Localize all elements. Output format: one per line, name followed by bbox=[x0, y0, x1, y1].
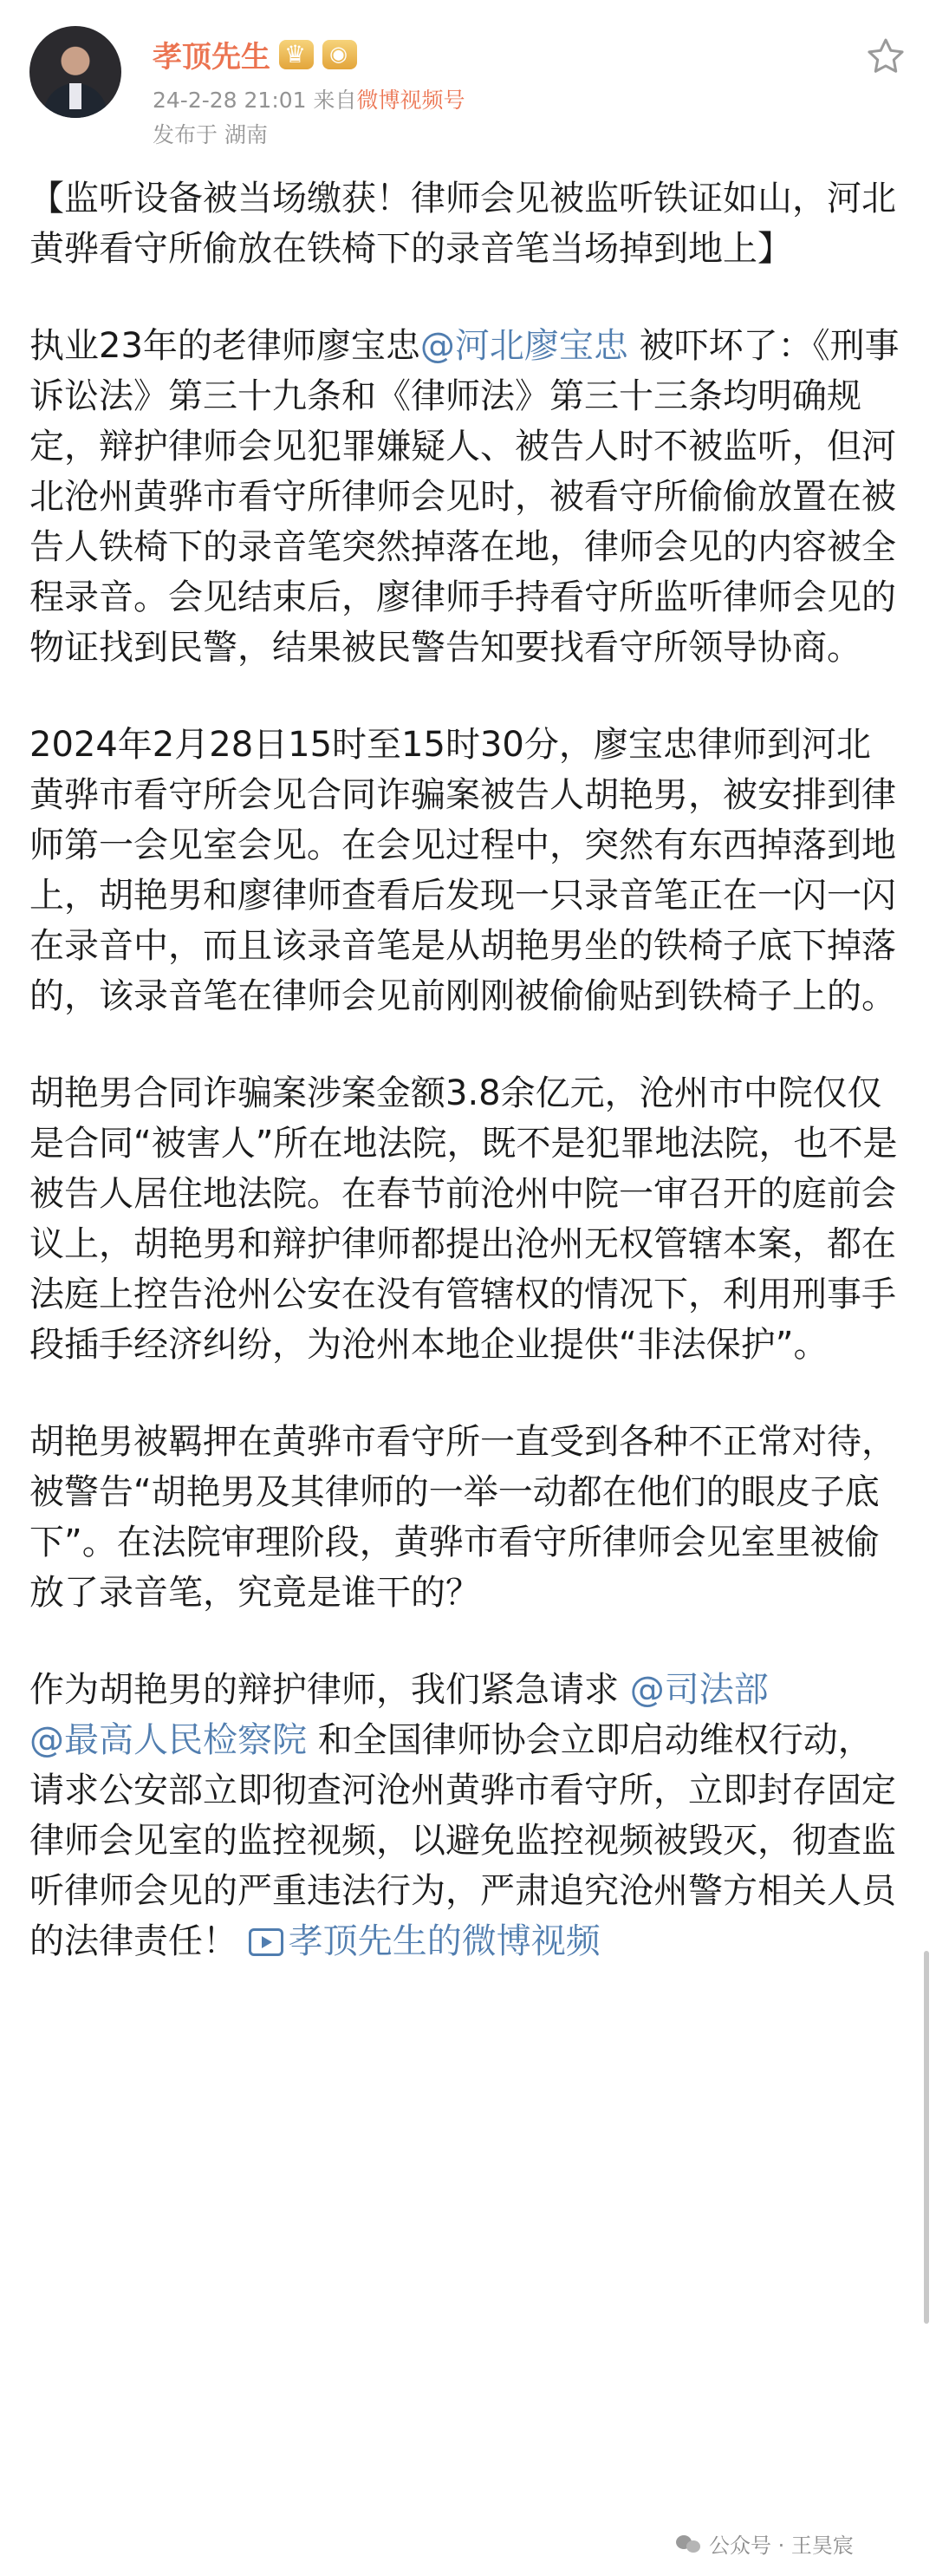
post-header bbox=[0, 0, 936, 165]
video-link[interactable]: 孝顶先生的微博视频 bbox=[249, 1921, 601, 1961]
star-icon[interactable] bbox=[863, 35, 908, 80]
post-location: 发布于 湖南 bbox=[153, 122, 268, 147]
post-title: 【监听设备被当场缴获！律师会见被监听铁证如山，河北黄骅看守所偷放在铁椅下的录音笔当场掉到地上】 bbox=[29, 179, 896, 269]
post-body bbox=[29, 173, 901, 2013]
paragraph-2: 2024年2月28日15时至15时30分，廖宝忠律师到河北黄骅市看守所会见合同诈骗案被告人胡艳男，被安排到律师第一会见室会见。在会见过程中，突然有东西掉落到地上，胡艳男和廖律师查看后发现一只录音笔正在一闪一闪在录音中，而且该录音笔是从胡艳男坐的铁椅子底下掉落的，该录音笔在律师会见前刚刚被偷偷贴到铁椅子上的。 bbox=[29, 725, 896, 1016]
paragraph-4: 胡艳男被羁押在黄骅市看守所一直受到各种不正常对待，被警告“胡艳男及其律师的一举一动都在他们的眼皮子底下”。在法院审理阶段，黄骅市看守所律师会见室里被偷放了录音笔，究竟是谁干的？ bbox=[29, 1422, 896, 1613]
wechat-icon bbox=[676, 2534, 702, 2554]
paragraph-5: 作为胡艳男的辩护律师，我们紧急请求 @司法部 @最高人民检察院 和全国律师协会立即启动维权行动，请求公安部立即彻查河沧州黄骅市看守所，立即封存固定律师会见室的监控视频，以避免监控视频被毁灭，彻查监听律师会见的严重违法行为，严肃追究沧州警方相关人员的法律责任！ 孝顶先生的微博视频 bbox=[29, 1670, 896, 1961]
crown-badge-icon bbox=[279, 40, 314, 69]
post-meta bbox=[153, 83, 465, 114]
mention-sifabu[interactable]: @司法部 bbox=[629, 1670, 769, 1710]
source-prefix: 来自 bbox=[313, 88, 357, 113]
avatar[interactable] bbox=[29, 26, 121, 118]
source-link[interactable]: 微博视频号 bbox=[356, 88, 465, 113]
username-text[interactable]: 孝顶先生 bbox=[153, 40, 270, 75]
level-badge-icon bbox=[322, 40, 357, 69]
post-date: 24-2-28 21:01 bbox=[153, 88, 307, 113]
mention-procuratorate[interactable]: @最高人民检察院 bbox=[29, 1720, 307, 1760]
paragraph-1: 执业23年的老律师廖宝忠@河北廖宝忠 被吓坏了：《刑事诉讼法》第三十九条和《律师法》第三十三条均明确规定，辩护律师会见犯罪嫌疑人、被告人时不被监听，但河北沧州黄骅市看守所律师会见时，被看守所偷偷放置在被告人铁椅下的录音笔突然掉落在地，律师会见的内容被全程录音。会见结束后，廖律师手持看守所监听律师会见的物证找到民警，结果被民警告知要找看守所领导协商。 bbox=[29, 326, 900, 668]
watermark bbox=[676, 2528, 854, 2559]
username[interactable] bbox=[153, 33, 357, 75]
watermark-text: 公众号 · 王昊宸 bbox=[709, 2534, 854, 2558]
paragraph-3: 胡艳男合同诈骗案涉案金额3.8余亿元，沧州市中院仅仅是合同“被害人”所在地法院，既不是犯罪地法院，也不是被告人居住地法院。在春节前沧州中院一审召开的庭前会议上，胡艳男和辩护律师都提出沧州无权管辖本案，都在法庭上控告沧州公安在没有管辖权的情况下，利用刑事手段插手经济纠纷，为沧州本地企业提供“非法保护”。 bbox=[29, 1073, 898, 1365]
mention-liao[interactable]: @河北廖宝忠 bbox=[419, 326, 628, 366]
scrollbar[interactable] bbox=[924, 1951, 929, 2324]
video-icon bbox=[249, 1928, 283, 1956]
